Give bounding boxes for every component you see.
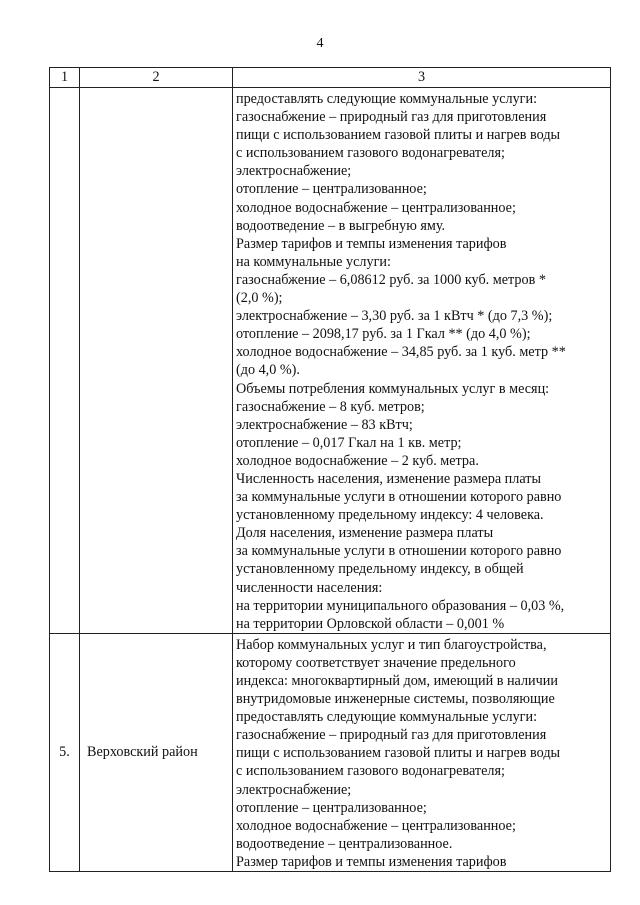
- table-header-row: [50, 68, 611, 88]
- text-line: индекса: многоквартирный дом, имеющий в наличии: [236, 673, 558, 689]
- text-line: электроснабжение – 83 кВтч;: [236, 416, 413, 433]
- text-line: пищи с использованием газовой плиты и нагрев воды: [236, 127, 561, 144]
- text-line: отопление – централизованное;: [236, 799, 427, 816]
- text-line: которому соответствует значение предельного: [236, 654, 516, 671]
- description-lines: [233, 634, 610, 871]
- text-line: отопление – централизованное;: [236, 181, 427, 198]
- text-line: водоотведение – централизованное.: [236, 835, 453, 852]
- text-line: с использованием газового водонагревателя;: [236, 763, 505, 780]
- text-line: холодное водоснабжение – централизованное;: [236, 817, 516, 834]
- description-cell: [233, 88, 611, 634]
- header-cell-3: 3: [233, 68, 611, 88]
- text-line: холодное водоснабжение – 34,85 руб. за 1 куб. метр **: [236, 344, 566, 361]
- text-line: численности населения:: [236, 579, 383, 596]
- text-line: на коммунальные услуги:: [236, 253, 391, 270]
- description-lines: [233, 88, 610, 633]
- text-line: отопление – 0,017 Гкал на 1 кв. метр;: [236, 434, 462, 451]
- text-line: на территории Орловской области – 0,001 %: [236, 615, 505, 632]
- text-line: за коммунальные услуги в отношении которого равно: [236, 489, 562, 506]
- text-line: Размер тарифов и темпы изменения тарифов: [236, 235, 507, 252]
- text-line: предоставлять следующие коммунальные услуги:: [236, 709, 538, 726]
- text-line: Объемы потребления коммунальных услуг в месяц:: [236, 380, 550, 397]
- text-line: Численность населения, изменение размера платы: [236, 470, 542, 487]
- text-line: пищи с использованием газовой плиты и нагрев воды: [236, 745, 561, 762]
- text-line: (2,0 %);: [236, 290, 283, 307]
- tariff-table: [49, 67, 611, 872]
- table-row-5: [50, 633, 611, 871]
- header-cell-1: 1: [50, 68, 80, 88]
- text-line: с использованием газового водонагревателя;: [236, 145, 505, 162]
- text-line: электроснабжение – 3,30 руб. за 1 кВтч * (до 7,3 %);: [236, 308, 553, 325]
- text-line: Размер тарифов и темпы изменения тарифов: [236, 853, 507, 870]
- text-line: газоснабжение – 6,08612 руб. за 1000 куб. метров *: [236, 271, 546, 288]
- description-cell: [233, 633, 611, 871]
- text-line: электроснабжение;: [236, 163, 352, 180]
- text-line: Доля населения, изменение размера платы: [236, 525, 494, 542]
- text-line: отопление – 2098,17 руб. за 1 Гкал ** (до 4,0 %);: [236, 326, 531, 343]
- text-line: установленному предельному индексу, в общей: [236, 561, 524, 578]
- text-line: (до 4,0 %).: [236, 362, 300, 379]
- text-line: холодное водоснабжение – 2 куб. метра.: [236, 452, 479, 469]
- text-line: предоставлять следующие коммунальные услуги:: [236, 91, 538, 107]
- text-line: газоснабжение – 8 куб. метров;: [236, 398, 425, 415]
- text-line: газоснабжение – природный газ для приготовления: [236, 109, 547, 126]
- row-number-cell: [50, 88, 80, 634]
- table-row-continued: [50, 88, 611, 634]
- header-cell-2: 2: [80, 68, 233, 88]
- page-number: 4: [316, 36, 324, 51]
- text-line: Набор коммунальных услуг и тип благоустройства,: [236, 636, 547, 653]
- text-line: за коммунальные услуги в отношении которого равно: [236, 543, 562, 560]
- text-line: внутридомовые инженерные системы, позволяющие: [236, 691, 555, 708]
- text-line: газоснабжение – природный газ для приготовления: [236, 727, 547, 744]
- text-line: установленному предельному индексу: 4 человека.: [236, 507, 544, 524]
- text-line: холодное водоснабжение – централизованное;: [236, 199, 516, 216]
- text-line: водоотведение – в выгребную яму.: [236, 217, 446, 234]
- text-line: на территории муниципального образования – 0,03 %,: [236, 597, 565, 614]
- text-line: электроснабжение;: [236, 781, 352, 798]
- district-cell: [80, 88, 233, 634]
- row-number-cell: 5.: [50, 633, 80, 871]
- district-cell: Верховский район: [80, 633, 233, 871]
